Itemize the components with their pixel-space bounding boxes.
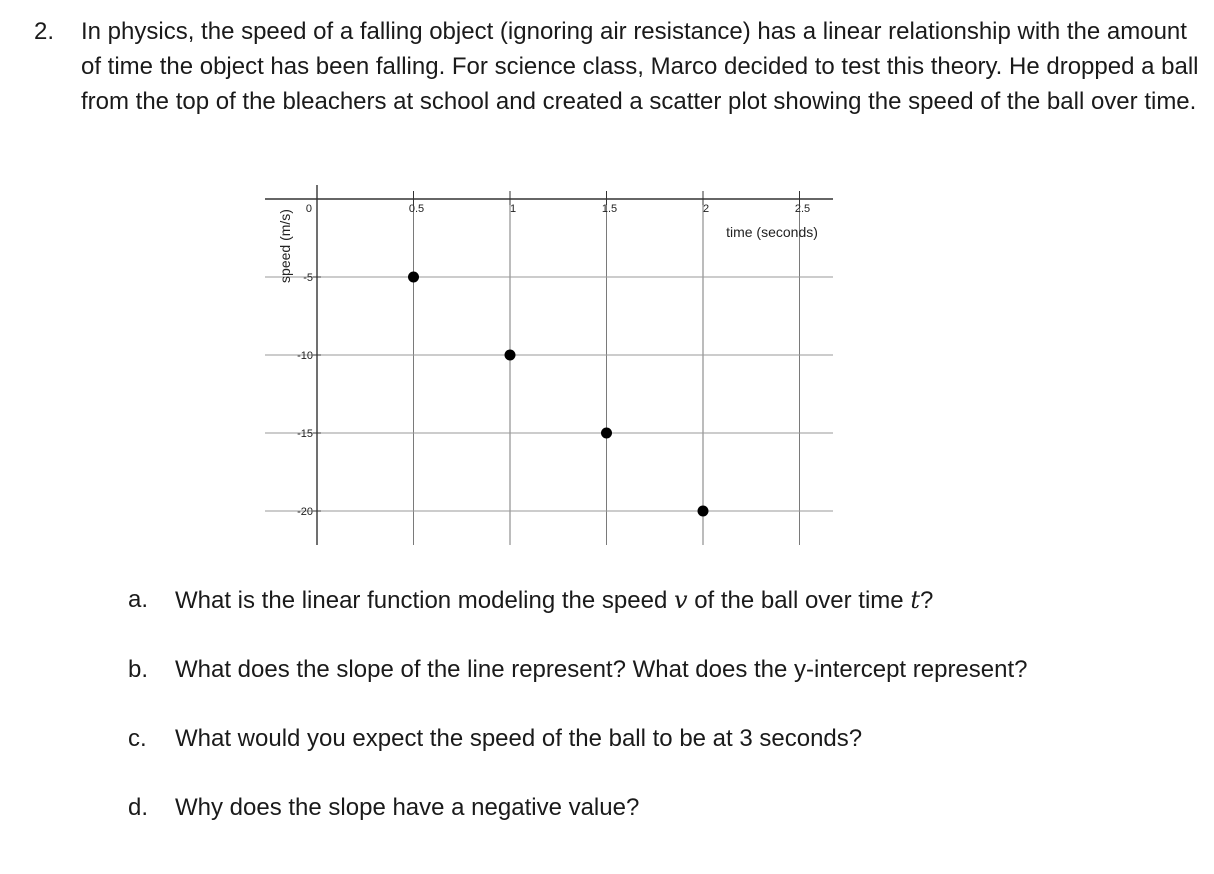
y-tick-label: -5 xyxy=(303,272,313,284)
x-tick-label: 1 xyxy=(509,203,517,215)
variable-t: t xyxy=(910,586,920,614)
question-a-text-part1: What is the linear function modeling the speed xyxy=(175,587,674,614)
question-a-text xyxy=(175,585,933,616)
x-tick-label: 0.5 xyxy=(408,203,425,215)
question-c-text: What would you expect the speed of the ball to be at 3 seconds? xyxy=(175,725,863,752)
question-a-text-part3: ? xyxy=(919,587,934,614)
x-tick-label: 1.5 xyxy=(601,203,618,215)
scatter-plot xyxy=(250,180,850,560)
data-point xyxy=(698,506,709,517)
data-point xyxy=(601,428,612,439)
data-point xyxy=(408,272,419,283)
problem-text: In physics, the speed of a falling object (ignoring air resistance) has a linear relationship with the amount of time the object has been falling. For science class, Marco decided to test this theory. He dropped a ball from the top of the bleachers at school and created a scatter plot showing the speed of the ball over time. xyxy=(81,18,1199,115)
y-axis-label: speed (m/s) xyxy=(277,209,293,283)
question-b-letter: b. xyxy=(128,656,149,683)
question-a-text-part2: of the ball over time xyxy=(687,587,911,614)
x-axis-label: time (seconds) xyxy=(726,224,818,240)
variable-v: v xyxy=(673,586,688,614)
y-tick-label: -10 xyxy=(297,350,313,362)
question-d-text: Why does the slope have a negative value? xyxy=(175,794,640,821)
y-tick-label: -15 xyxy=(297,428,313,440)
x-tick-label: 2 xyxy=(702,203,710,215)
data-point xyxy=(505,350,516,361)
x-tick-label: 2.5 xyxy=(794,203,811,215)
y-tick-label: -20 xyxy=(297,506,313,518)
question-c-letter: c. xyxy=(128,725,147,752)
question-b-text: What does the slope of the line represent? What does the y-intercept represent? xyxy=(175,656,1028,683)
question-a-letter: a. xyxy=(128,586,149,613)
x-tick-label: 0 xyxy=(305,203,312,215)
question-d-letter: d. xyxy=(128,794,149,821)
problem-number: 2. xyxy=(34,18,55,45)
scatter-plot-svg xyxy=(250,180,850,560)
